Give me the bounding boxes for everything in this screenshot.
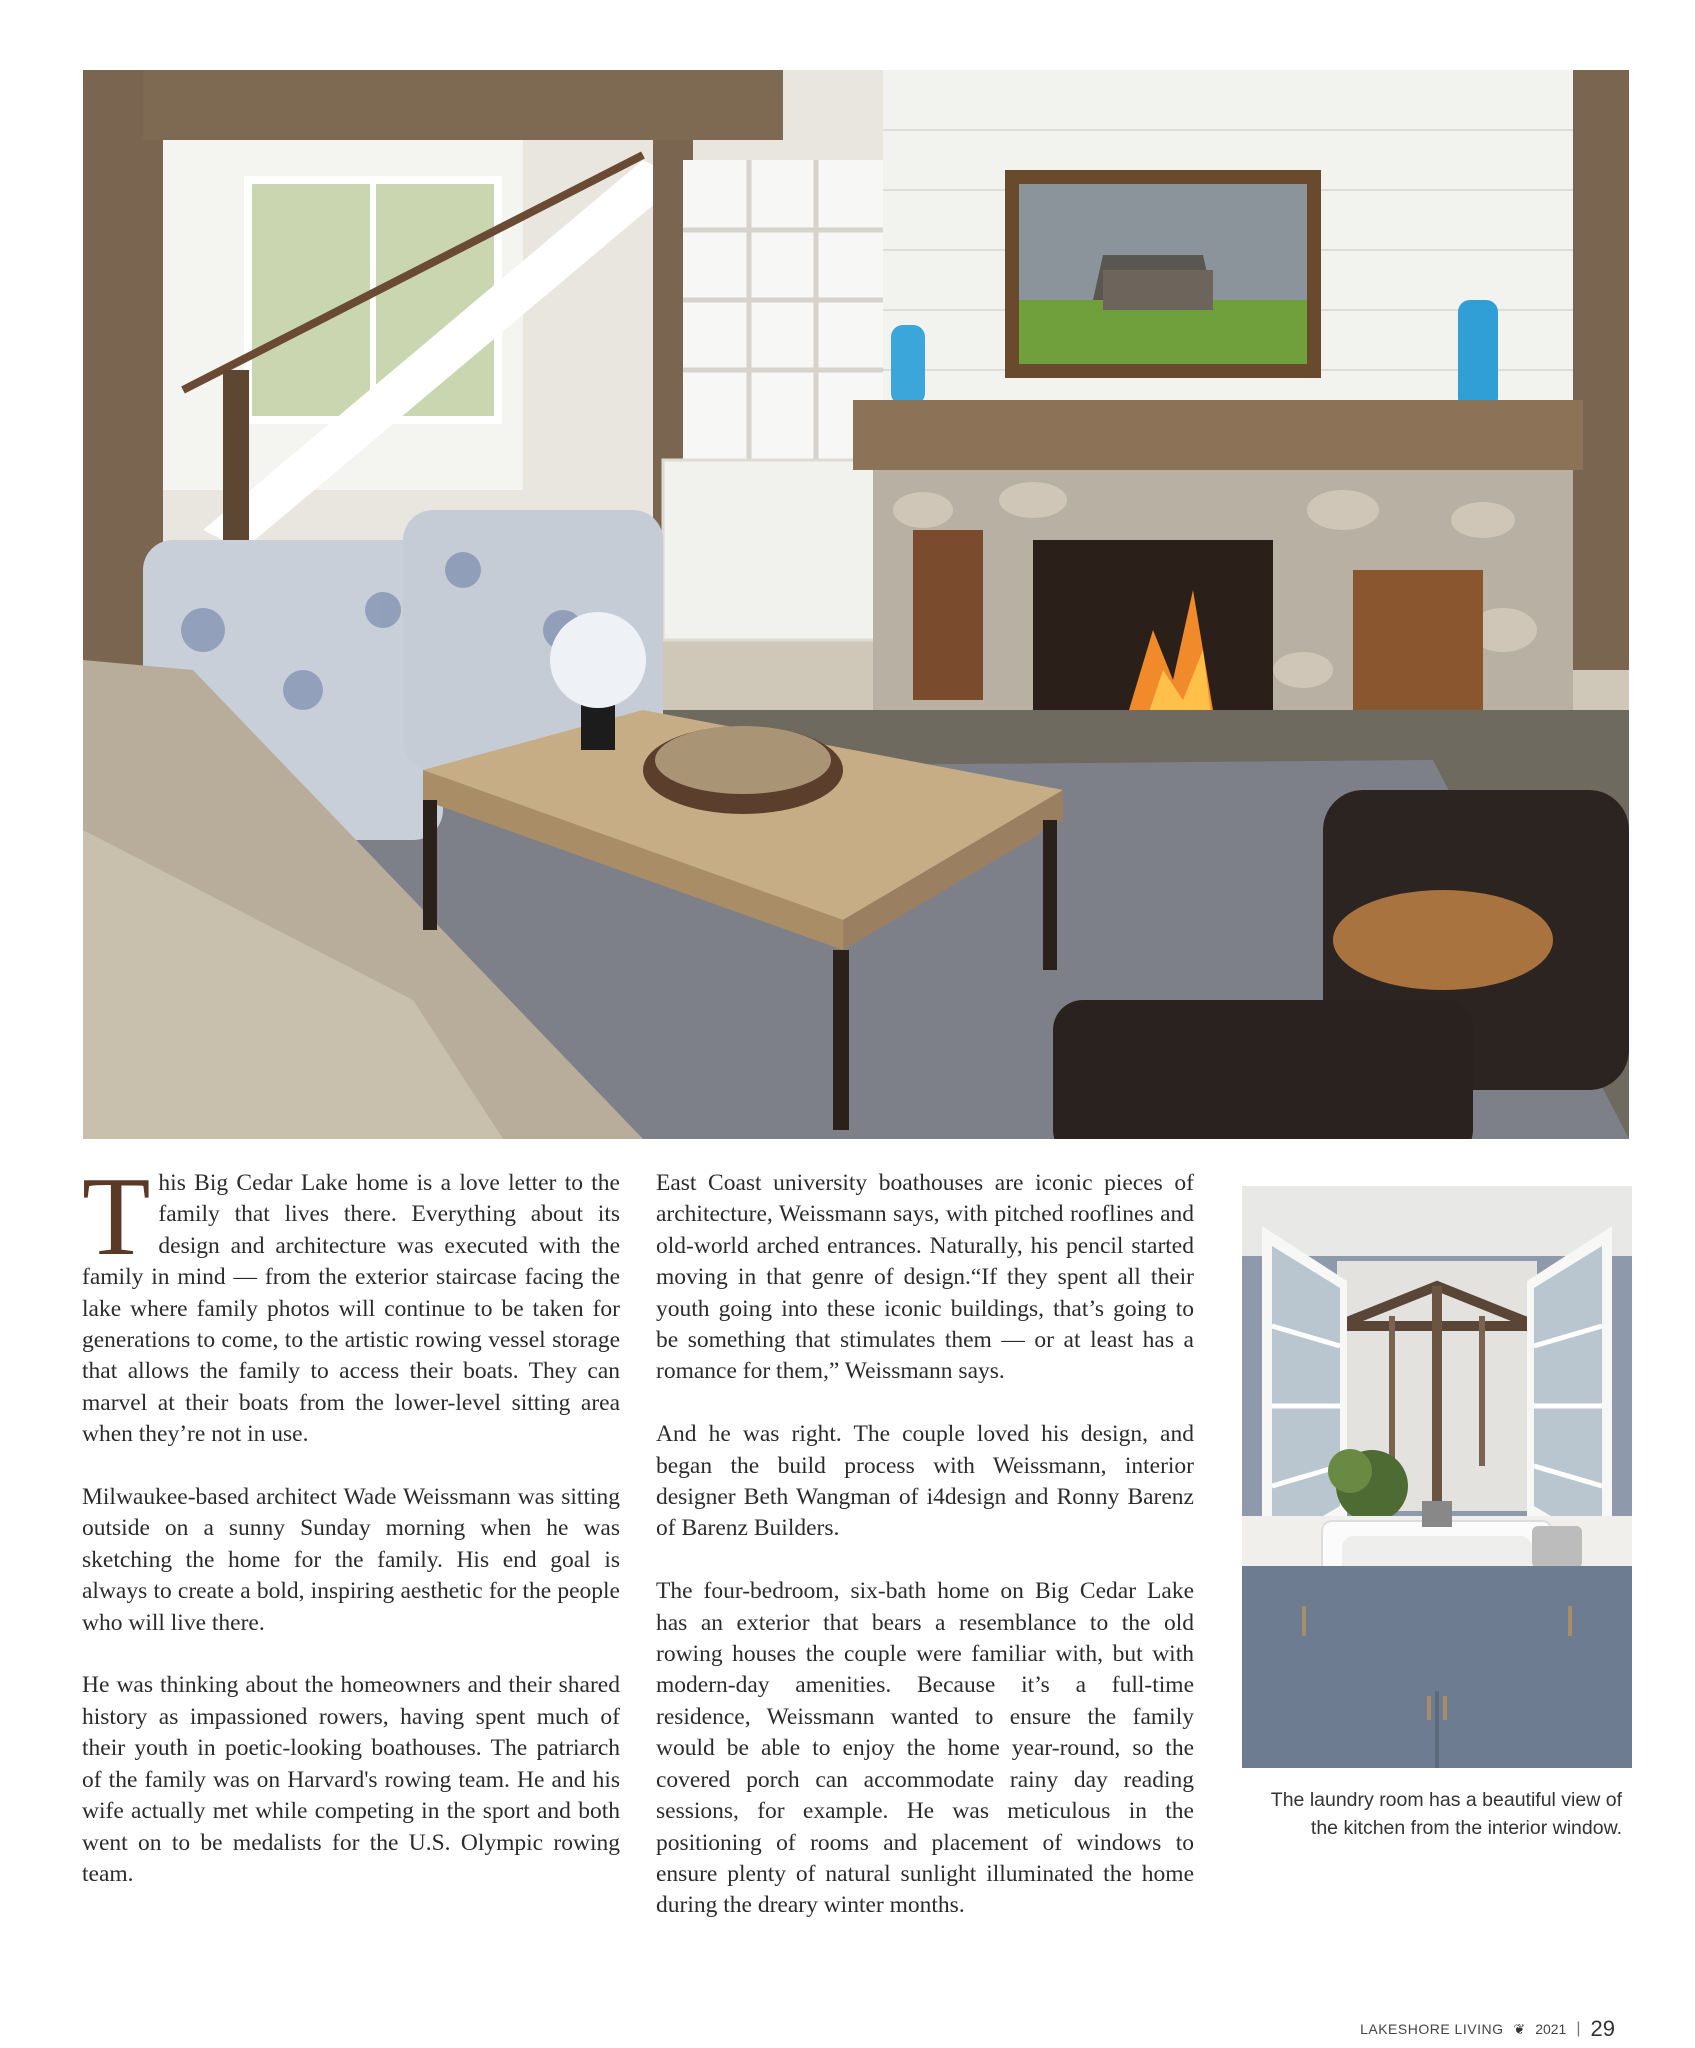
article-paragraph: Milwaukee-based architect Wade Weissmann was sitting outside on a sunny Sunday morning when he was sketching the home for the family. His end goal is always to create a bold, inspiring aesthetic for the people who will live there. xyxy=(82,1484,620,1636)
article-paragraph: And he was right. The couple loved his design, and began the build process with Weissmann, interior designer Beth Wangman of i4design and Ronny Barenz of Barenz Builders. xyxy=(656,1421,1194,1542)
laundry-room-photo xyxy=(1242,1186,1632,1768)
living-room-illustration xyxy=(83,70,1629,1139)
page-footer xyxy=(1360,2016,1615,2042)
article-paragraph: He was thinking about the homeowners and their shared history as impassioned rowers, having spent much of their youth in poetic-looking boathouses. The patriarch of the family was on Harvard's rowing team. He and his wife actually met while competing in the sport and both went on to be medalists for the U.S. Olympic rowing team. xyxy=(82,1672,620,1887)
footer-separator: | xyxy=(1576,2020,1581,2037)
paragraph-text: his Big Cedar Lake home is a love letter to the family that lives there. Everything about its design and architecture was executed with the family in mind — from the exterior staircase facing the lake where family photos will continue to be taken for generations to come, to the artistic rowing vessel storage that allows the family to access their boats. They can marvel at their boats from the lower-level sitting area when they’re not in use. xyxy=(82,1170,620,1448)
article-column-middle xyxy=(656,1168,1194,1953)
issue-year: 2021 xyxy=(1535,2021,1567,2037)
leaf-icon: ❦ xyxy=(1513,2020,1526,2037)
article-paragraph: The four-bedroom, six-bath home on Big Cedar Lake has an exterior that bears a resemblance to the old rowing houses the couple were familiar with, but with modern-day amenities. Because it’s a full-time residence, Weissmann wanted to ensure the family would be able to enjoy the home year-round, so the covered porch can accommodate rainy day reading sessions, for example. He was meticulous in the positioning of rooms and placement of windows to ensure plenty of natural sunlight illuminated the home during the dreary winter months. xyxy=(656,1578,1194,1919)
magazine-name: LAKESHORE LIVING xyxy=(1360,2021,1504,2037)
laundry-room-illustration xyxy=(1242,1186,1632,1768)
article-paragraph xyxy=(82,1155,620,1451)
article-column-left xyxy=(82,1155,620,1922)
article-paragraph: East Coast university boathouses are iconic pieces of architecture, Weissmann says, with pitched rooflines and old-world arched entrances. Naturally, his pencil started moving in that genre of design.“If they spent all their youth going into these iconic buildings, that’s going to be something that stimulates them — or at least has a romance for them,” Weissmann says. xyxy=(656,1170,1194,1385)
living-room-photo xyxy=(83,70,1629,1139)
page-number: 29 xyxy=(1590,2016,1615,2041)
drop-cap: T xyxy=(82,1155,151,1279)
photo-caption: The laundry room has a beautiful view of the kitchen from the interior window. xyxy=(1270,1789,1622,1839)
